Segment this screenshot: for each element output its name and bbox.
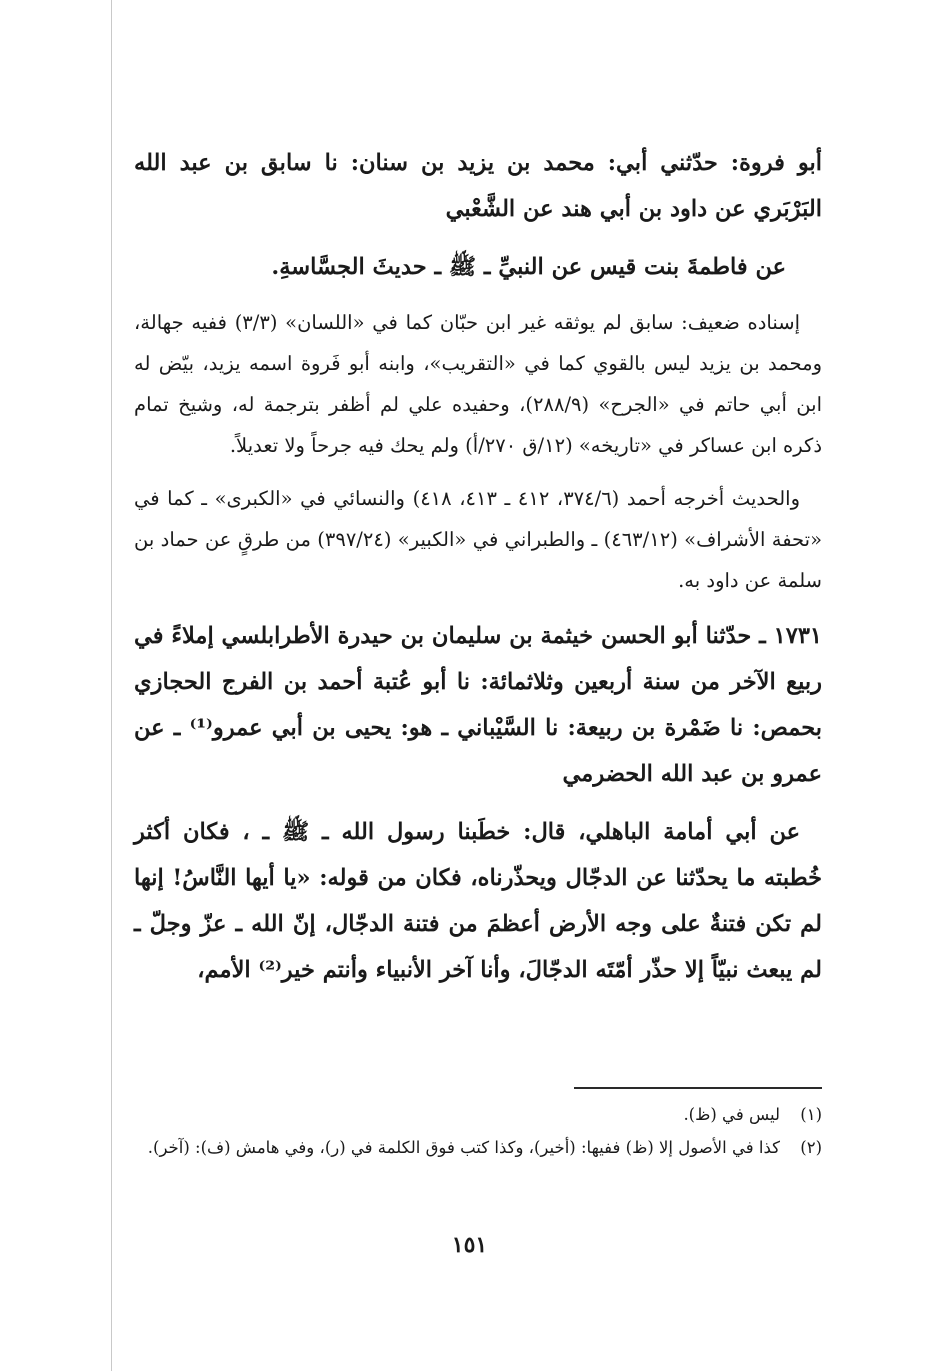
footnote-item	[134, 1131, 822, 1164]
isnad-chain-2: ١٧٣١ ـ حدّثنا أبو الحسن خيثمة بن سليمان بن حيدرة الأطرابلسي إملاءً في ربيع الآخر من سنة أربعين وثلاثمائة: نا أبو عُتبة أحمد بن الفرج الحجازي بحمص: نا ضَمْرة بن ربيعة: نا السَّيْباني ـ هو: يحيى بن أبي عمرو⁽¹⁾ ـ عن عمرو بن عبد الله الحضرمي	[134, 623, 822, 787]
page-body	[134, 140, 822, 1005]
hadith-text-2: عن أبي أمامة الباهلي، قال: خطَبنا رسول الله ـ ﷺ ـ ، فكان أكثر خُطبته ما يحدّثنا عن الدجّال ويحذّرناه، فكان من قوله: «يا أيها النَّاسُ! إنها لم تكن فتنةٌ على وجه الأرض أعظمَ من فتنة الدجّال، إنّ الله ـ عزّ وجلّ ـ لم يبعث نبيّاً إلا حذّر أمّتَه الدجّالَ، وأنا آخر الأنبياء وأنتم خير⁽²⁾ الأمم،	[134, 819, 822, 983]
footnotes	[134, 1098, 822, 1164]
footnote-text: كذا في الأصول إلا (ظ) ففيها: (أخير)، وكذا كتب فوق الكلمة في (ر)، وفي هامش (ف): (آخر).	[147, 1138, 780, 1157]
commentary-2: والحديث أخرجه أحمد (٣٧٤/٦، ٤١٢ ـ ٤١٣، ٤١٨) والنسائي في «الكبرى» ـ كما في «تحفة الأشراف» (٤٦٣/١٢) ـ والطبراني في «الكبير» (٣٩٧/٢٤) من طرقٍ عن حماد بن سلمة عن داود به.	[134, 487, 823, 592]
footnote-number: (٢)	[800, 1138, 822, 1157]
isnad-chain-1: أبو فروة: حدّثني أبي: محمد بن يزيد بن سنان: نا سابق بن عبد الله البَرْبَري عن داود بن أبي هند عن الشَّعْبي	[134, 150, 822, 222]
page-number: ١٥١	[451, 1232, 488, 1258]
footnote-item	[134, 1098, 822, 1131]
hadith-text-1: عن فاطمةَ بنت قيس عن النبيِّ ـ ﷺ ـ حديثَ الجسَّاسةِ.	[271, 254, 786, 280]
commentary-1: إسناده ضعيف: سابق لم يوثقه غير ابن حبّان كما في «اللسان» (٣/٣) ففيه جهالة، ومحمد بن يزيد ليس بالقوي كما في «التقريب»، وابنه أبو فَروة اسمه يزيد، بيّض له ابن أبي حاتم في «الجرح» (٢٨٨/٩)، وحفيده علي لم أظفر بترجمة له، وشيخ تمام ذكره ابن عساكر في «تاريخه» (١٢/ق ٢٧٠/أ) ولم يحك فيه جرحاً ولا تعديلاً.	[134, 311, 822, 457]
footnote-separator	[574, 1087, 822, 1089]
footnote-text: ليس في (ظ).	[683, 1105, 780, 1124]
footnote-number: (١)	[800, 1105, 822, 1124]
binding-margin-line	[111, 0, 112, 1371]
